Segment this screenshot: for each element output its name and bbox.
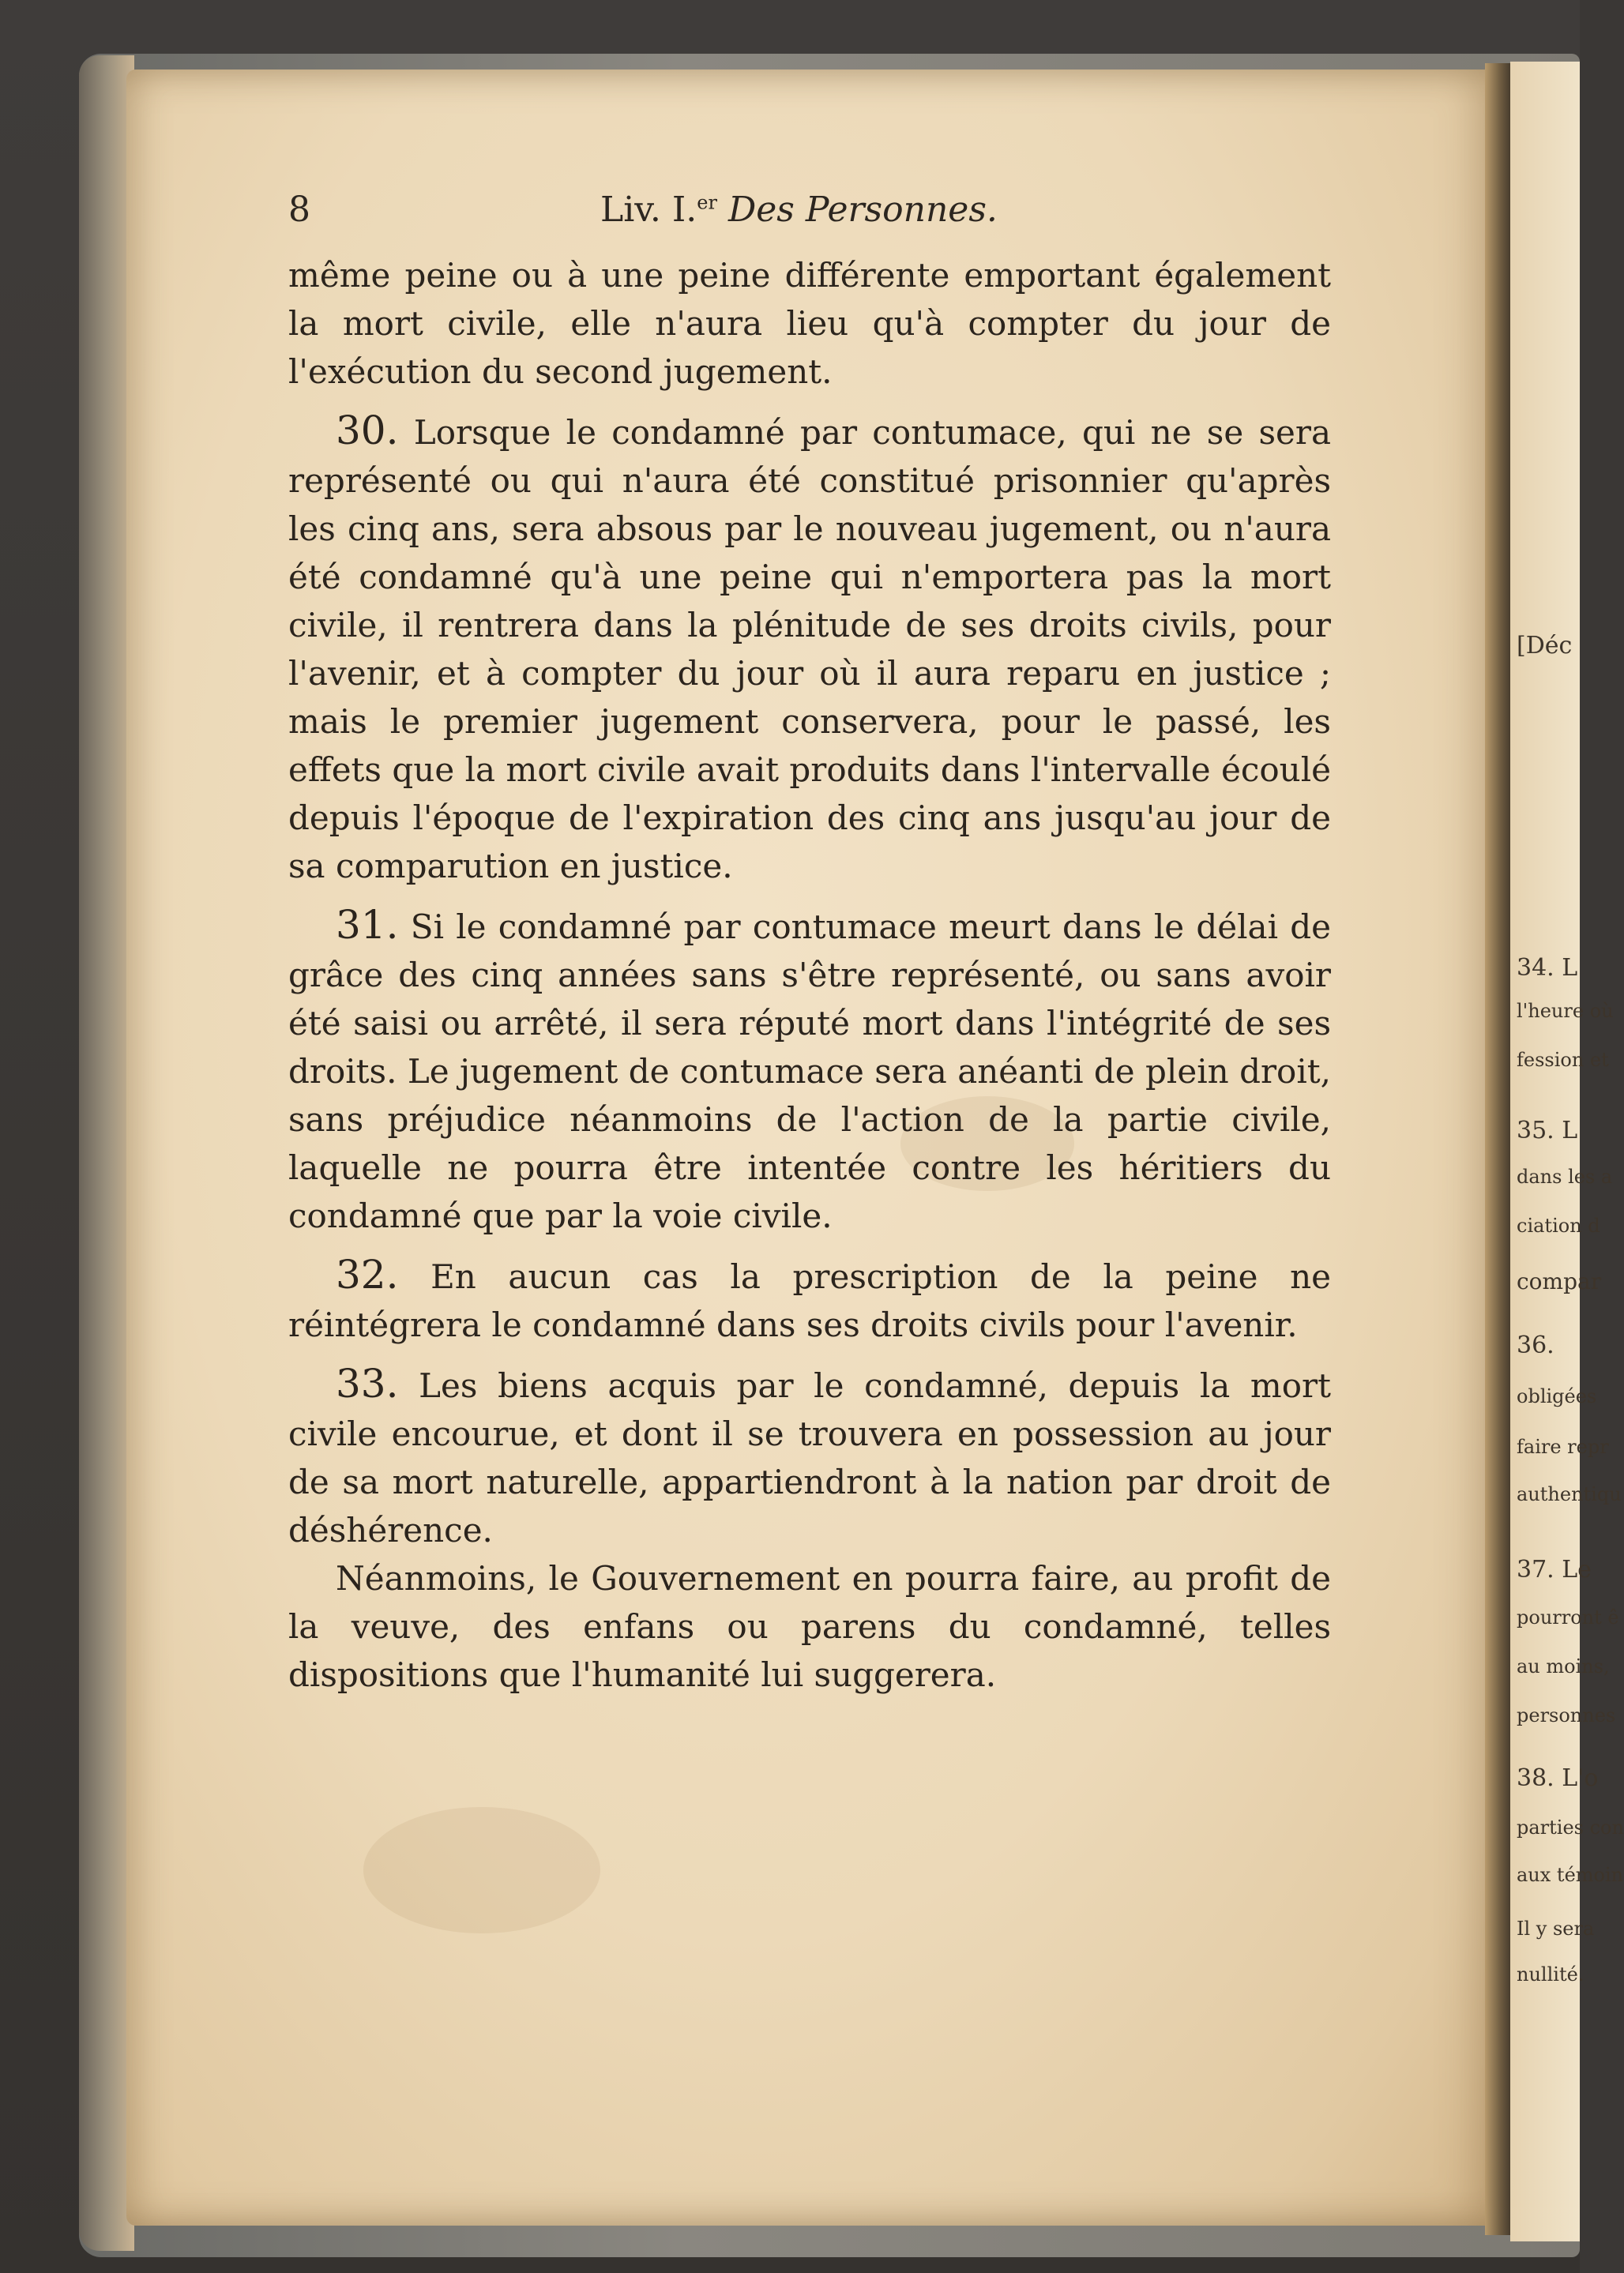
article-32 xyxy=(288,1251,1331,1349)
article-number: 30. xyxy=(336,408,399,453)
running-title xyxy=(600,190,998,230)
facing-page-fragment: authentiqu xyxy=(1517,1483,1622,1505)
article-number: 32. xyxy=(336,1252,399,1298)
article-31 xyxy=(288,901,1331,1240)
paragraph-neanmoins xyxy=(288,1554,1331,1699)
running-header xyxy=(288,190,1347,245)
page-body xyxy=(288,251,1331,1699)
facing-page-fragment: [Déc xyxy=(1517,632,1573,659)
running-title-prefix: Liv. I. xyxy=(600,190,697,230)
facing-page-fragment: au moins, xyxy=(1517,1655,1610,1678)
paragraph-text: même peine ou à une peine différente emportant également la mort civile, elle n'aura lieu qu'à compter du jour de l'exécution du second jugement. xyxy=(288,256,1331,391)
paragraph-text: Si le condamné par contumace meurt dans le délai de grâce des cinq années sans s'être représenté, ou sans avoir été saisi ou arrêté, il sera réputé mort dans l'intégrité de ses droits. Le jugement de contumace sera anéanti de plein droit, sans préjudice néanmoins de l'action de la partie civile, laquelle ne pourra être intentée contre les héritiers du condamné que par la voie civile. xyxy=(288,907,1331,1235)
facing-page-fragment: parties con xyxy=(1517,1817,1624,1839)
article-number: 31. xyxy=(336,902,399,948)
facing-page-fragment: ciation d xyxy=(1517,1215,1600,1237)
paragraph-continuation xyxy=(288,251,1331,396)
facing-page-fragment: 37. Le xyxy=(1517,1556,1592,1584)
facing-page-fragment: pourront ê xyxy=(1517,1606,1619,1629)
facing-page-fragment: l'heure où xyxy=(1517,1000,1614,1022)
facing-page-fragment: dans les a xyxy=(1517,1166,1613,1188)
page-gutter xyxy=(1485,63,1513,2235)
paragraph-text: Les biens acquis par le condamné, depuis la mort civile encourue, et dont il se trouvera en possession au jour de sa mort naturelle, appartiendront à la nation par droit de déshérence. xyxy=(288,1366,1331,1550)
paragraph-text: Néanmoins, le Gouvernement en pourra faire, au profit de la veuve, des enfans ou parens du condamné, telles dispositions que l'humanité lui suggerera. xyxy=(288,1559,1331,1694)
article-30 xyxy=(288,407,1331,890)
paragraph-text: Lorsque le condamné par contumace, qui ne se sera représenté ou qui n'aura été constitué prisonnier qu'après les cinq ans, sera absous par le nouveau jugement, ou n'aura été condamné qu'à une peine qui n'emportera pas la mort civile, il rentrera dans la plénitude de ses droits civils, pour l'avenir, et à compter du jour où il aura reparu en justice ; mais le premier jugement conservera, pour le passé, les effets que la mort civile avait produits dans l'intervalle écoulé depuis l'époque de l'expiration des cinq ans jusqu'au jour de sa comparution en justice. xyxy=(288,413,1331,885)
facing-page-fragment: aux témoin xyxy=(1517,1864,1624,1886)
paragraph-text: En aucun cas la prescription de la peine ne réintégrera le condamné dans ses droits civils pour l'avenir. xyxy=(288,1257,1331,1344)
facing-page-fragment: Il y sera xyxy=(1517,1918,1595,1940)
paper-stain xyxy=(363,1807,600,1933)
facing-page-fragment: 34. L xyxy=(1517,954,1578,982)
facing-page-fragment: 38. L'o xyxy=(1517,1764,1599,1792)
facing-page-fragment: faire repr xyxy=(1517,1436,1609,1458)
article-33 xyxy=(288,1360,1331,1554)
facing-page-fragment: nullité. xyxy=(1517,1963,1585,1986)
facing-page-fragment: 35. L xyxy=(1517,1117,1578,1144)
facing-page-edge xyxy=(1510,62,1624,2241)
facing-page-fragment: obligées xyxy=(1517,1385,1597,1407)
facing-page-fragment: fession et xyxy=(1517,1049,1609,1071)
facing-page-fragment: 36. xyxy=(1517,1332,1554,1359)
running-title-italic: Des Personnes. xyxy=(727,190,998,230)
page-number: 8 xyxy=(288,190,310,230)
facing-page-fragment: personnes xyxy=(1517,1704,1616,1726)
running-title-superscript: er xyxy=(697,191,717,214)
article-number: 33. xyxy=(336,1361,399,1407)
facing-page-fragment: compar xyxy=(1517,1268,1602,1294)
